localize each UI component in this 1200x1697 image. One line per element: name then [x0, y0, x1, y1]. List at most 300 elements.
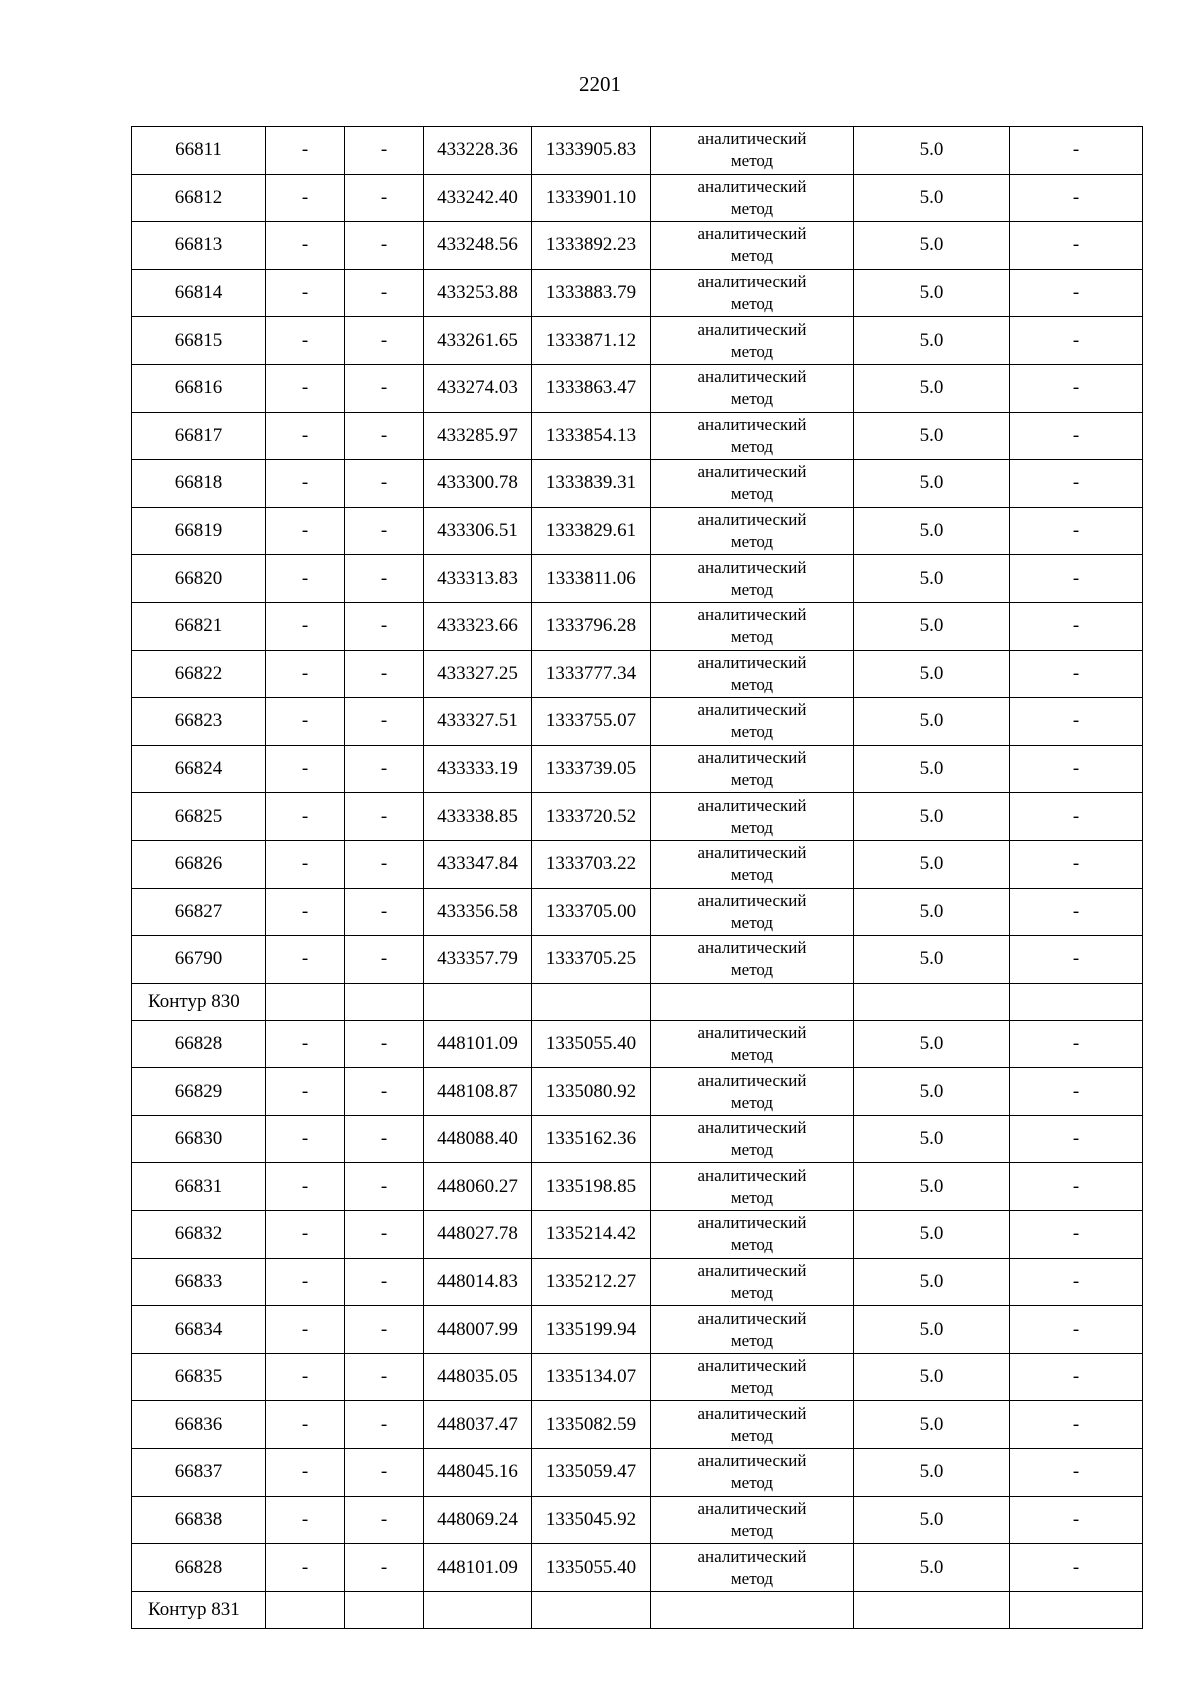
x-coordinate: 433261.65 [424, 317, 532, 365]
accuracy-value: 5.0 [854, 1401, 1010, 1449]
method-text: метод [730, 1140, 774, 1160]
column-8-value: - [1010, 1401, 1143, 1449]
column-2-value: - [266, 650, 345, 698]
column-3-value: - [345, 698, 424, 746]
method-cell [651, 364, 854, 412]
method-text: аналитический [697, 367, 807, 387]
x-coordinate: 448007.99 [424, 1306, 532, 1354]
empty-cell [854, 983, 1010, 1020]
method-text: метод [730, 1092, 774, 1112]
column-2-value: - [266, 555, 345, 603]
column-2-value: - [266, 174, 345, 222]
column-3-value: - [345, 1401, 424, 1449]
column-3-value: - [345, 1353, 424, 1401]
method-text: аналитический [697, 129, 807, 149]
empty-cell [651, 1591, 854, 1628]
method-text: аналитический [697, 890, 807, 910]
method-cell [651, 460, 854, 508]
column-8-value: - [1010, 1306, 1143, 1354]
accuracy-value: 5.0 [854, 936, 1010, 984]
table-row [132, 1401, 1143, 1449]
y-coordinate: 1335045.92 [532, 1496, 651, 1544]
column-2-value: - [266, 1020, 345, 1068]
point-id: 66815 [132, 317, 266, 365]
table-row [132, 602, 1143, 650]
method-text: аналитический [697, 1165, 807, 1185]
accuracy-value: 5.0 [854, 555, 1010, 603]
method-cell [651, 507, 854, 555]
column-2-value: - [266, 1449, 345, 1497]
empty-cell [424, 1591, 532, 1628]
column-8-value: - [1010, 127, 1143, 175]
method-cell [651, 936, 854, 984]
x-coordinate: 448060.27 [424, 1163, 532, 1211]
column-2-value: - [266, 1068, 345, 1116]
point-id: 66833 [132, 1258, 266, 1306]
x-coordinate: 433356.58 [424, 888, 532, 936]
method-text: аналитический [697, 1260, 807, 1280]
table-row [132, 1353, 1143, 1401]
y-coordinate: 1335134.07 [532, 1353, 651, 1401]
method-text: аналитический [697, 224, 807, 244]
column-3-value: - [345, 174, 424, 222]
y-coordinate: 1333883.79 [532, 269, 651, 317]
table-row [132, 412, 1143, 460]
table-row [132, 1258, 1143, 1306]
method-text: метод [730, 960, 774, 980]
column-3-value: - [345, 602, 424, 650]
method-text: метод [730, 532, 774, 552]
table-row [132, 1449, 1143, 1497]
accuracy-value: 5.0 [854, 1258, 1010, 1306]
column-3-value: - [345, 1068, 424, 1116]
column-8-value: - [1010, 602, 1143, 650]
method-text: аналитический [697, 510, 807, 530]
y-coordinate: 1335199.94 [532, 1306, 651, 1354]
column-2-value: - [266, 412, 345, 460]
column-2-value: - [266, 936, 345, 984]
accuracy-value: 5.0 [854, 364, 1010, 412]
empty-cell [854, 1591, 1010, 1628]
column-3-value: - [345, 936, 424, 984]
point-id: 66820 [132, 555, 266, 603]
column-2-value: - [266, 1544, 345, 1592]
x-coordinate: 433300.78 [424, 460, 532, 508]
table-body [132, 127, 1143, 1629]
x-coordinate: 433327.25 [424, 650, 532, 698]
y-coordinate: 1333739.05 [532, 745, 651, 793]
method-text: метод [730, 294, 774, 314]
y-coordinate: 1333705.00 [532, 888, 651, 936]
coordinates-table [131, 126, 1143, 1629]
column-8-value: - [1010, 412, 1143, 460]
method-text: аналитический [697, 1498, 807, 1518]
table-row [132, 317, 1143, 365]
empty-cell [532, 983, 651, 1020]
y-coordinate: 1333892.23 [532, 222, 651, 270]
x-coordinate: 433306.51 [424, 507, 532, 555]
table-row [132, 1544, 1143, 1592]
column-2-value: - [266, 1211, 345, 1259]
accuracy-value: 5.0 [854, 460, 1010, 508]
table-row [132, 127, 1143, 175]
accuracy-value: 5.0 [854, 888, 1010, 936]
table-row [132, 364, 1143, 412]
column-2-value: - [266, 602, 345, 650]
method-text: метод [730, 865, 774, 885]
x-coordinate: 448108.87 [424, 1068, 532, 1116]
method-cell [651, 1353, 854, 1401]
table-row [132, 1115, 1143, 1163]
column-8-value: - [1010, 269, 1143, 317]
method-text: аналитический [697, 272, 807, 292]
column-3-value: - [345, 1020, 424, 1068]
y-coordinate: 1333703.22 [532, 840, 651, 888]
column-2-value: - [266, 1306, 345, 1354]
method-text: метод [730, 1282, 774, 1302]
method-text: аналитический [697, 1213, 807, 1233]
point-id: 66823 [132, 698, 266, 746]
method-text: метод [730, 1044, 774, 1064]
column-3-value: - [345, 888, 424, 936]
column-2-value: - [266, 127, 345, 175]
method-text: аналитический [697, 795, 807, 815]
accuracy-value: 5.0 [854, 840, 1010, 888]
y-coordinate: 1333811.06 [532, 555, 651, 603]
accuracy-value: 5.0 [854, 793, 1010, 841]
method-text: метод [730, 912, 774, 932]
point-id: 66790 [132, 936, 266, 984]
accuracy-value: 5.0 [854, 1115, 1010, 1163]
column-2-value: - [266, 507, 345, 555]
column-3-value: - [345, 1115, 424, 1163]
table-row [132, 222, 1143, 270]
method-text: метод [730, 1425, 774, 1445]
method-text: аналитический [697, 1118, 807, 1138]
x-coordinate: 433285.97 [424, 412, 532, 460]
column-8-value: - [1010, 222, 1143, 270]
column-2-value: - [266, 745, 345, 793]
x-coordinate: 448069.24 [424, 1496, 532, 1544]
column-8-value: - [1010, 507, 1143, 555]
method-cell [651, 793, 854, 841]
accuracy-value: 5.0 [854, 269, 1010, 317]
point-id: 66835 [132, 1353, 266, 1401]
y-coordinate: 1333863.47 [532, 364, 651, 412]
method-text: аналитический [697, 748, 807, 768]
method-text: метод [730, 1473, 774, 1493]
column-8-value: - [1010, 1211, 1143, 1259]
method-text: аналитический [697, 414, 807, 434]
empty-cell [532, 1591, 651, 1628]
column-8-value: - [1010, 1449, 1143, 1497]
table-row [132, 936, 1143, 984]
x-coordinate: 433242.40 [424, 174, 532, 222]
method-cell [651, 269, 854, 317]
accuracy-value: 5.0 [854, 650, 1010, 698]
column-3-value: - [345, 650, 424, 698]
column-2-value: - [266, 1163, 345, 1211]
method-cell [651, 1258, 854, 1306]
accuracy-value: 5.0 [854, 317, 1010, 365]
column-8-value: - [1010, 1496, 1143, 1544]
accuracy-value: 5.0 [854, 698, 1010, 746]
table-row [132, 793, 1143, 841]
column-3-value: - [345, 1449, 424, 1497]
contour-label: Контур 830 [132, 983, 266, 1020]
column-8-value: - [1010, 840, 1143, 888]
x-coordinate: 448014.83 [424, 1258, 532, 1306]
y-coordinate: 1335082.59 [532, 1401, 651, 1449]
column-8-value: - [1010, 1258, 1143, 1306]
accuracy-value: 5.0 [854, 174, 1010, 222]
y-coordinate: 1333854.13 [532, 412, 651, 460]
y-coordinate: 1333755.07 [532, 698, 651, 746]
y-coordinate: 1335212.27 [532, 1258, 651, 1306]
column-3-value: - [345, 1306, 424, 1354]
method-cell [651, 650, 854, 698]
method-cell [651, 602, 854, 650]
x-coordinate: 448101.09 [424, 1020, 532, 1068]
column-2-value: - [266, 317, 345, 365]
contour-label: Контур 831 [132, 1591, 266, 1628]
accuracy-value: 5.0 [854, 1353, 1010, 1401]
column-3-value: - [345, 555, 424, 603]
accuracy-value: 5.0 [854, 1211, 1010, 1259]
accuracy-value: 5.0 [854, 1496, 1010, 1544]
column-2-value: - [266, 364, 345, 412]
y-coordinate: 1335055.40 [532, 1020, 651, 1068]
table-row [132, 269, 1143, 317]
point-id: 66814 [132, 269, 266, 317]
table-row [132, 745, 1143, 793]
method-text: метод [730, 579, 774, 599]
x-coordinate: 433338.85 [424, 793, 532, 841]
table-row [132, 1496, 1143, 1544]
point-id: 66834 [132, 1306, 266, 1354]
method-text: метод [730, 1187, 774, 1207]
point-id: 66812 [132, 174, 266, 222]
column-3-value: - [345, 793, 424, 841]
y-coordinate: 1333705.25 [532, 936, 651, 984]
table-row [132, 507, 1143, 555]
table-row [132, 460, 1143, 508]
column-2-value: - [266, 1401, 345, 1449]
method-cell [651, 127, 854, 175]
empty-cell [1010, 1591, 1143, 1628]
point-id: 66832 [132, 1211, 266, 1259]
method-cell [651, 1306, 854, 1354]
column-3-value: - [345, 317, 424, 365]
method-text: метод [730, 817, 774, 837]
column-8-value: - [1010, 1115, 1143, 1163]
y-coordinate: 1335214.42 [532, 1211, 651, 1259]
x-coordinate: 448045.16 [424, 1449, 532, 1497]
column-8-value: - [1010, 555, 1143, 603]
column-3-value: - [345, 127, 424, 175]
method-text: метод [730, 770, 774, 790]
column-2-value: - [266, 269, 345, 317]
method-cell [651, 555, 854, 603]
method-text: аналитический [697, 652, 807, 672]
y-coordinate: 1333905.83 [532, 127, 651, 175]
column-2-value: - [266, 698, 345, 746]
table-row [132, 1068, 1143, 1116]
column-2-value: - [266, 460, 345, 508]
column-2-value: - [266, 840, 345, 888]
y-coordinate: 1333839.31 [532, 460, 651, 508]
table-row [132, 1163, 1143, 1211]
method-text: аналитический [697, 557, 807, 577]
column-8-value: - [1010, 650, 1143, 698]
empty-cell [651, 983, 854, 1020]
column-2-value: - [266, 222, 345, 270]
method-cell [651, 1544, 854, 1592]
accuracy-value: 5.0 [854, 1306, 1010, 1354]
point-id: 66836 [132, 1401, 266, 1449]
column-8-value: - [1010, 364, 1143, 412]
method-cell [651, 1449, 854, 1497]
column-3-value: - [345, 1163, 424, 1211]
method-cell [651, 1401, 854, 1449]
y-coordinate: 1333901.10 [532, 174, 651, 222]
point-id: 66826 [132, 840, 266, 888]
method-cell [651, 698, 854, 746]
point-id: 66822 [132, 650, 266, 698]
table-row [132, 1306, 1143, 1354]
method-text: метод [730, 198, 774, 218]
y-coordinate: 1333796.28 [532, 602, 651, 650]
y-coordinate: 1333720.52 [532, 793, 651, 841]
column-3-value: - [345, 840, 424, 888]
y-coordinate: 1333871.12 [532, 317, 651, 365]
page-number: 2201 [579, 72, 621, 96]
point-id: 66828 [132, 1544, 266, 1592]
x-coordinate: 433228.36 [424, 127, 532, 175]
x-coordinate: 448101.09 [424, 1544, 532, 1592]
y-coordinate: 1333829.61 [532, 507, 651, 555]
method-text: аналитический [697, 1308, 807, 1328]
method-text: аналитический [697, 462, 807, 482]
x-coordinate: 448035.05 [424, 1353, 532, 1401]
point-id: 66828 [132, 1020, 266, 1068]
method-text: метод [730, 1520, 774, 1540]
point-id: 66831 [132, 1163, 266, 1211]
table-row [132, 174, 1143, 222]
method-cell [651, 888, 854, 936]
method-text: метод [730, 674, 774, 694]
column-8-value: - [1010, 793, 1143, 841]
column-3-value: - [345, 412, 424, 460]
accuracy-value: 5.0 [854, 412, 1010, 460]
method-cell [651, 317, 854, 365]
column-8-value: - [1010, 460, 1143, 508]
column-3-value: - [345, 460, 424, 508]
method-cell [651, 1020, 854, 1068]
accuracy-value: 5.0 [854, 1163, 1010, 1211]
point-id: 66825 [132, 793, 266, 841]
method-text: аналитический [697, 1022, 807, 1042]
column-8-value: - [1010, 888, 1143, 936]
y-coordinate: 1335055.40 [532, 1544, 651, 1592]
table-row [132, 1020, 1143, 1068]
x-coordinate: 433313.83 [424, 555, 532, 603]
column-3-value: - [345, 269, 424, 317]
contour-header-row [132, 983, 1143, 1020]
x-coordinate: 448088.40 [424, 1115, 532, 1163]
x-coordinate: 433357.79 [424, 936, 532, 984]
x-coordinate: 448037.47 [424, 1401, 532, 1449]
point-id: 66818 [132, 460, 266, 508]
contour-header-row [132, 1591, 1143, 1628]
method-text: аналитический [697, 176, 807, 196]
point-id: 66813 [132, 222, 266, 270]
column-3-value: - [345, 745, 424, 793]
point-id: 66838 [132, 1496, 266, 1544]
column-2-value: - [266, 1496, 345, 1544]
empty-cell [1010, 983, 1143, 1020]
method-text: аналитический [697, 1403, 807, 1423]
column-3-value: - [345, 1544, 424, 1592]
method-cell [651, 745, 854, 793]
method-text: метод [730, 341, 774, 361]
table-row [132, 555, 1143, 603]
accuracy-value: 5.0 [854, 1020, 1010, 1068]
method-text: метод [730, 484, 774, 504]
point-id: 66819 [132, 507, 266, 555]
method-cell [651, 840, 854, 888]
method-text: аналитический [697, 1356, 807, 1376]
column-2-value: - [266, 888, 345, 936]
column-3-value: - [345, 1496, 424, 1544]
method-text: метод [730, 627, 774, 647]
method-text: аналитический [697, 1546, 807, 1566]
accuracy-value: 5.0 [854, 507, 1010, 555]
method-text: метод [730, 246, 774, 266]
method-text: метод [730, 1568, 774, 1588]
method-text: метод [730, 722, 774, 742]
accuracy-value: 5.0 [854, 1068, 1010, 1116]
table-row [132, 1211, 1143, 1259]
x-coordinate: 433323.66 [424, 602, 532, 650]
method-text: метод [730, 436, 774, 456]
method-text: аналитический [697, 843, 807, 863]
column-2-value: - [266, 793, 345, 841]
y-coordinate: 1335080.92 [532, 1068, 651, 1116]
accuracy-value: 5.0 [854, 1449, 1010, 1497]
method-text: аналитический [697, 938, 807, 958]
column-8-value: - [1010, 1353, 1143, 1401]
column-8-value: - [1010, 317, 1143, 365]
method-text: метод [730, 1235, 774, 1255]
x-coordinate: 448027.78 [424, 1211, 532, 1259]
method-text: метод [730, 1330, 774, 1350]
point-id: 66811 [132, 127, 266, 175]
method-cell [651, 1068, 854, 1116]
method-text: аналитический [697, 605, 807, 625]
column-8-value: - [1010, 1544, 1143, 1592]
accuracy-value: 5.0 [854, 1544, 1010, 1592]
method-cell [651, 1163, 854, 1211]
point-id: 66821 [132, 602, 266, 650]
method-text: метод [730, 151, 774, 171]
method-text: метод [730, 389, 774, 409]
column-3-value: - [345, 1211, 424, 1259]
method-cell [651, 1211, 854, 1259]
column-2-value: - [266, 1258, 345, 1306]
y-coordinate: 1335059.47 [532, 1449, 651, 1497]
column-8-value: - [1010, 174, 1143, 222]
